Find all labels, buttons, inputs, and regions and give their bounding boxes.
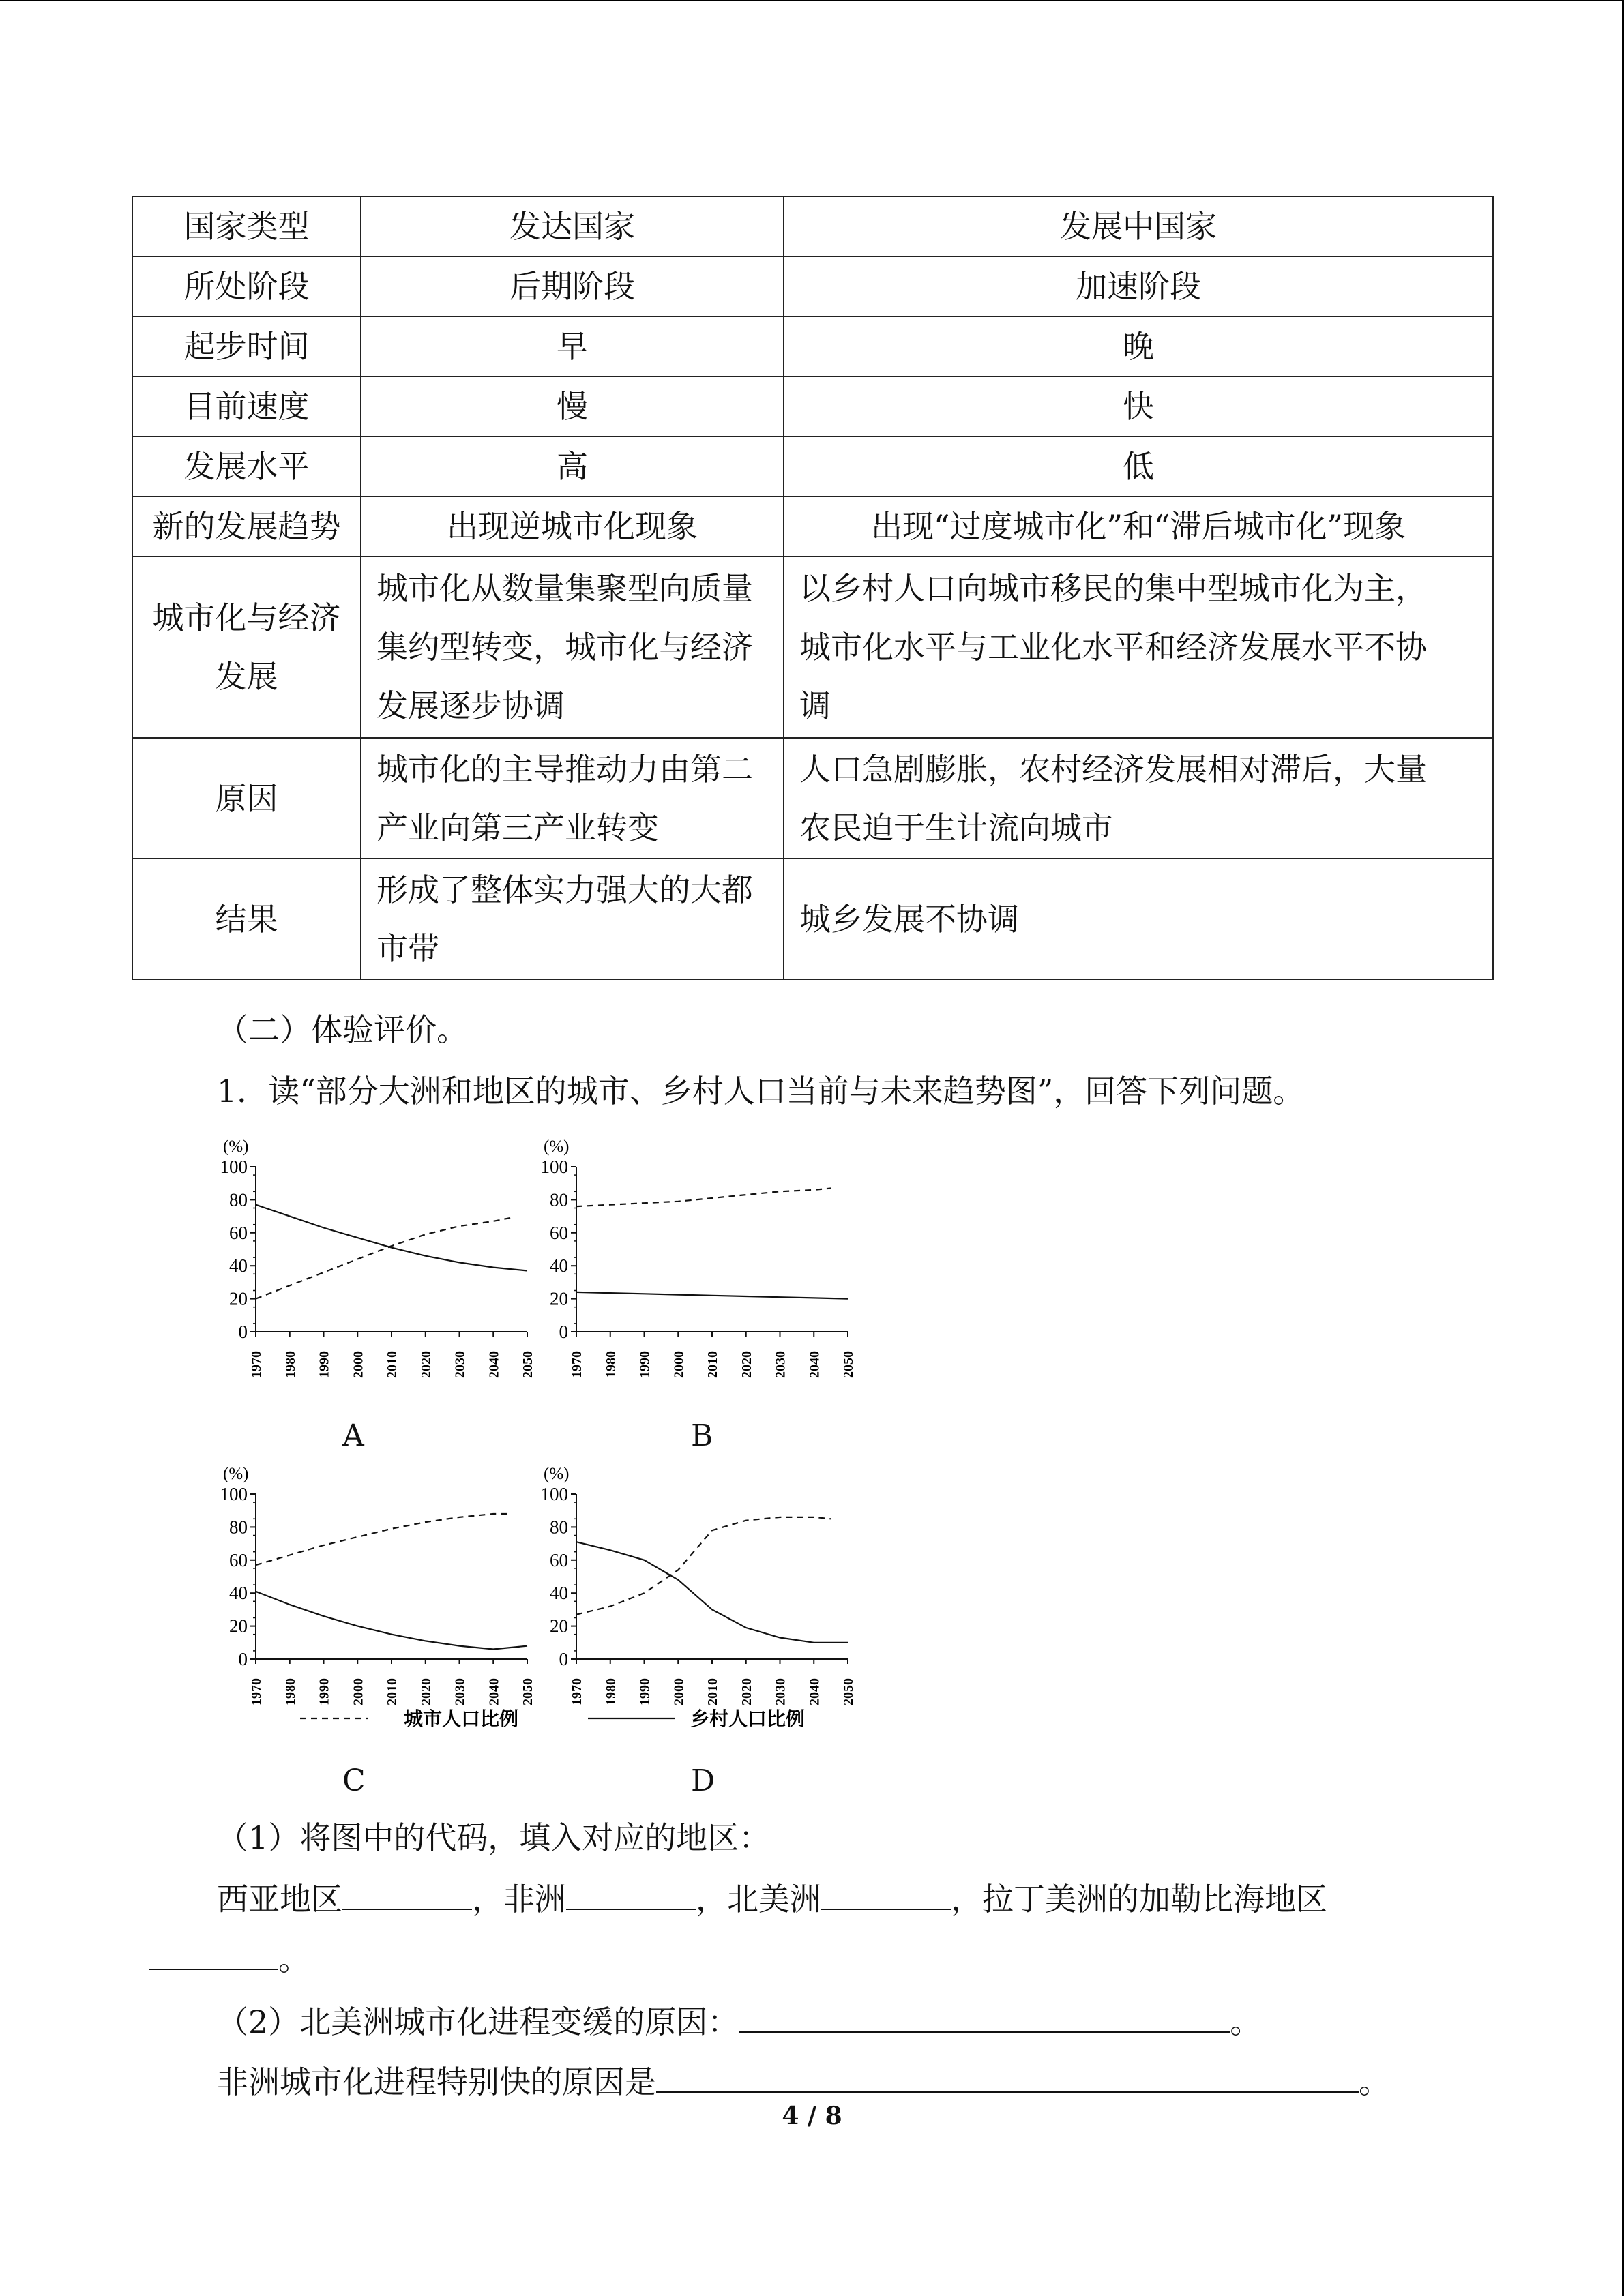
x-tick-label: 1990 <box>637 1678 653 1705</box>
legend-urban-label: 城市人口比例 <box>404 1709 519 1730</box>
region-label: ，拉丁美洲的加勒比海地区 <box>951 1881 1327 1918</box>
y-tick-label: 100 <box>220 1484 248 1504</box>
table-row <box>132 256 1493 316</box>
urban-population-line <box>576 1517 831 1615</box>
table-row <box>132 316 1493 376</box>
y-tick-label: 40 <box>229 1255 248 1277</box>
region-label: ，北美洲 <box>696 1881 821 1918</box>
charts-area <box>0 1118 955 1814</box>
y-tick-label: 60 <box>229 1549 248 1570</box>
x-tick-label: 2040 <box>807 1351 823 1378</box>
punctuation: 。 <box>1230 2003 1262 2040</box>
x-tick-label: 2040 <box>486 1351 502 1378</box>
x-tick-label: 1970 <box>249 1351 264 1378</box>
x-tick-label: 2000 <box>351 1678 366 1705</box>
y-axis-label: (%) <box>223 1465 249 1483</box>
table-header-cell: 发展中国家 <box>784 196 1493 256</box>
table-cell: 结果 <box>132 859 361 979</box>
answer-blank-africa[interactable] <box>566 1879 696 1910</box>
x-tick-label: 1980 <box>282 1351 298 1378</box>
table-row <box>132 436 1493 496</box>
x-tick-label: 2000 <box>671 1678 687 1705</box>
x-tick-label: 1980 <box>603 1351 619 1378</box>
question-1-regions <box>217 1879 1327 1920</box>
rural-population-line <box>576 1292 848 1299</box>
answer-blank-north-america-reason[interactable] <box>739 2001 1230 2033</box>
x-tick-label: 2030 <box>773 1678 788 1705</box>
y-tick-label: 100 <box>540 1157 568 1177</box>
question-1-part-3 <box>217 2061 1390 2102</box>
cell-line: 形成了整体实力强大的大都 <box>377 871 753 908</box>
x-tick-label: 2010 <box>385 1351 400 1378</box>
x-tick-label: 2010 <box>705 1351 720 1378</box>
y-tick-label: 60 <box>550 1549 568 1570</box>
table-row <box>132 496 1493 556</box>
cell-line: 产业向第三产业转变 <box>377 809 659 846</box>
table-cell: 新的发展趋势 <box>132 496 361 556</box>
table-cell <box>361 738 784 859</box>
y-tick-label: 80 <box>229 1189 248 1210</box>
table-row <box>132 859 1493 979</box>
table-cell: 所处阶段 <box>132 256 361 316</box>
table-row <box>132 376 1493 436</box>
x-tick-label: 2000 <box>671 1351 687 1378</box>
cell-line: 农民迫于生计流向城市 <box>799 809 1113 846</box>
question-1-part-2 <box>217 2001 1261 2042</box>
answer-blank-west-asia[interactable] <box>342 1879 472 1910</box>
x-tick-label: 2040 <box>807 1678 823 1705</box>
y-tick-label: 80 <box>229 1517 248 1538</box>
x-tick-label: 2050 <box>841 1351 856 1378</box>
x-tick-label: 2050 <box>520 1678 535 1705</box>
y-tick-label: 20 <box>550 1615 568 1637</box>
cell-line: 以乡村人口向城市移民的集中型城市化为主， <box>799 570 1427 607</box>
table-header-cell: 国家类型 <box>132 196 361 256</box>
y-tick-label: 0 <box>559 1322 568 1342</box>
table-row <box>132 738 1493 859</box>
page-top-border <box>0 0 1623 1</box>
y-tick-label: 80 <box>550 1189 568 1210</box>
table-cell <box>132 556 361 738</box>
y-tick-label: 20 <box>229 1288 248 1309</box>
table-header-cell: 发达国家 <box>361 196 784 256</box>
y-tick-label: 40 <box>550 1583 568 1604</box>
page-number: 4 / 8 <box>782 2102 842 2130</box>
table-header-row <box>132 196 1493 256</box>
y-axis-label: (%) <box>544 1465 570 1483</box>
y-tick-label: 20 <box>229 1615 248 1637</box>
x-tick-label: 1990 <box>316 1351 332 1378</box>
x-tick-label: 1970 <box>570 1351 585 1378</box>
table-cell: 目前速度 <box>132 376 361 436</box>
punctuation: 。 <box>1359 2063 1390 2100</box>
question-1-part-1: （1）将图中的代码，填入对应的地区： <box>217 1819 771 1856</box>
rural-population-line <box>256 1205 527 1271</box>
question-1-regions-cont <box>149 1939 310 1980</box>
question-1: 1．读“部分大洲和地区的城市、乡村人口当前与未来趋势图”，回答下列问题。 <box>217 1073 1305 1109</box>
y-tick-label: 80 <box>550 1517 568 1538</box>
table-cell: 低 <box>784 436 1493 496</box>
x-tick-label: 2040 <box>486 1678 502 1705</box>
x-tick-label: 2020 <box>739 1351 754 1378</box>
cell-line: 城市化的主导推动力由第二 <box>377 750 753 788</box>
chart-label-c: C <box>342 1763 366 1798</box>
x-tick-label: 2050 <box>841 1678 856 1705</box>
question-text: 非洲城市化进程特别快的原因是 <box>217 2063 656 2100</box>
cell-line: 城市化与经济 <box>152 599 341 636</box>
question-text: （2）北美洲城市化进程变缓的原因： <box>217 2003 739 2040</box>
table-cell: 起步时间 <box>132 316 361 376</box>
x-tick-label: 2010 <box>385 1678 400 1705</box>
chart-label-a: A <box>342 1418 364 1453</box>
x-tick-label: 2050 <box>520 1351 535 1378</box>
y-tick-label: 40 <box>550 1255 568 1277</box>
table-cell <box>784 556 1493 738</box>
x-tick-label: 1970 <box>249 1678 264 1705</box>
cell-line: 调 <box>799 687 831 724</box>
answer-blank-north-america[interactable] <box>821 1879 951 1910</box>
cell-line: 发展逐步协调 <box>377 687 565 724</box>
x-tick-label: 2010 <box>705 1678 720 1705</box>
y-axis-label: (%) <box>223 1137 249 1156</box>
line-charts <box>0 1118 955 1814</box>
x-tick-label: 1980 <box>282 1678 298 1705</box>
y-tick-label: 40 <box>229 1583 248 1604</box>
table-cell: 快 <box>784 376 1493 436</box>
x-tick-label: 2020 <box>418 1678 434 1705</box>
punctuation: 。 <box>278 1941 310 1978</box>
table-row <box>132 556 1493 738</box>
urban-population-line <box>256 1514 510 1565</box>
x-tick-label: 2000 <box>351 1351 366 1378</box>
comparison-table <box>132 196 1494 980</box>
table-cell: 城乡发展不协调 <box>784 859 1493 979</box>
cell-line: 集约型转变，城市化与经济 <box>377 629 753 666</box>
table-cell <box>784 738 1493 859</box>
x-tick-label: 1970 <box>570 1678 585 1705</box>
table-cell: 发展水平 <box>132 436 361 496</box>
x-tick-label: 2020 <box>418 1351 434 1378</box>
region-label: 西亚地区 <box>217 1881 342 1918</box>
y-tick-label: 20 <box>550 1288 568 1309</box>
table-cell <box>361 859 784 979</box>
y-tick-label: 0 <box>559 1649 568 1669</box>
region-label: ，非洲 <box>472 1881 566 1918</box>
table-cell: 早 <box>361 316 784 376</box>
chart-label-b: B <box>691 1418 713 1453</box>
urban-population-line <box>256 1218 510 1299</box>
table-cell: 后期阶段 <box>361 256 784 316</box>
y-tick-label: 100 <box>220 1157 248 1177</box>
x-tick-label: 2030 <box>452 1678 468 1705</box>
table-cell: 慢 <box>361 376 784 436</box>
x-tick-label: 2030 <box>452 1351 468 1378</box>
legend-rural-label: 乡村人口比例 <box>690 1709 806 1730</box>
urban-population-line <box>576 1189 831 1207</box>
section-title: （二）体验评价。 <box>217 1011 468 1048</box>
table-cell: 出现“过度城市化”和“滞后城市化”现象 <box>784 496 1493 556</box>
cell-line: 市带 <box>377 929 439 967</box>
table-cell: 加速阶段 <box>784 256 1493 316</box>
x-tick-label: 1980 <box>603 1678 619 1705</box>
y-tick-label: 100 <box>540 1484 568 1504</box>
table-cell <box>361 556 784 738</box>
y-axis-label: (%) <box>544 1137 570 1156</box>
y-tick-label: 60 <box>550 1222 568 1243</box>
y-tick-label: 0 <box>238 1322 248 1342</box>
answer-blank-caribbean[interactable] <box>149 1939 278 1970</box>
table-cell: 出现逆城市化现象 <box>361 496 784 556</box>
rural-population-line <box>256 1592 527 1650</box>
x-tick-label: 1990 <box>637 1351 653 1378</box>
cell-line: 城市化水平与工业化水平和经济发展水平不协 <box>799 629 1427 666</box>
cell-line: 城市化从数量集聚型向质量 <box>377 570 753 607</box>
table-cell: 高 <box>361 436 784 496</box>
y-tick-label: 0 <box>238 1649 248 1669</box>
chart-label-d: D <box>691 1763 715 1798</box>
x-tick-label: 1990 <box>316 1678 332 1705</box>
y-tick-label: 60 <box>229 1222 248 1243</box>
answer-blank-africa-reason[interactable] <box>656 2061 1359 2093</box>
x-tick-label: 2030 <box>773 1351 788 1378</box>
rural-population-line <box>576 1542 848 1643</box>
x-tick-label: 2020 <box>739 1678 754 1705</box>
cell-line: 人口急剧膨胀，农村经济发展相对滞后，大量 <box>799 750 1427 788</box>
table-cell: 原因 <box>132 738 361 859</box>
table-cell: 晚 <box>784 316 1493 376</box>
cell-line: 发展 <box>215 658 278 695</box>
